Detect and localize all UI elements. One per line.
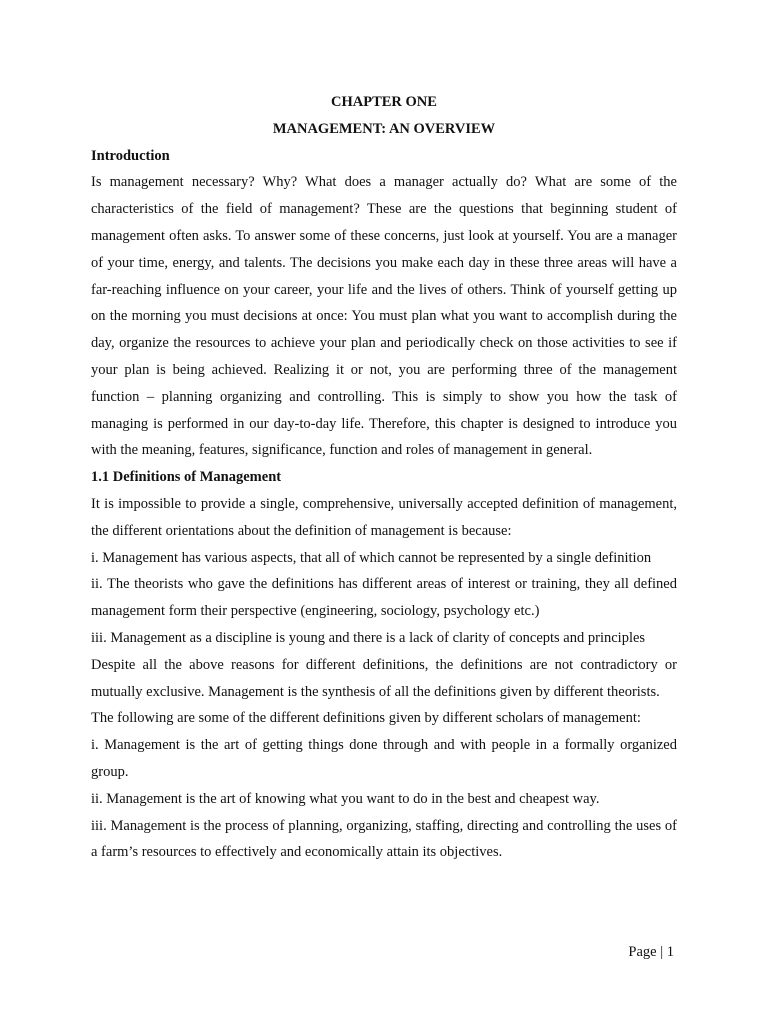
section-paragraph: It is impossible to provide a single, comprehensive, universally accepted definition of management, the different orientations about the definition of management is because: — [91, 495, 677, 539]
chapter-title: MANAGEMENT: AN OVERVIEW — [272, 120, 496, 137]
reason-item: ii. The theorists who gave the definitions has different areas of interest or training, they all defined management form their perspective (engineering, sociology, psychology etc.) — [91, 576, 677, 620]
chapter-label: CHAPTER ONE — [331, 94, 437, 110]
intro-paragraph: Is management necessary? Why? What does a manager actually do? What are some of the characteristics of the field of management? These are the questions that beginning student of management often asks. To answer some of these concerns, just look at yourself. You are a manager of your time, energy, and talents. The decisions you make each day in these three areas will have a far-reaching influence on your career, your life and the lives of others. Think of yourself getting up on the morning you must decisions at once: You must plan what you want to accomplish during the day, organize the resources to achieve your plan and periodically check on those activities to see if your plan is being achieved. Realizing it or not, you are performing three of the management function – planning organizing and controlling. This is simply to show you how the task of managing is performed in our day-to-day life. Therefore, this chapter is designed to introduce you with the meaning, features, significance, function and roles of management in general. — [91, 174, 677, 459]
page-number: Page | 1 — [628, 944, 674, 960]
reason-item: i. Management has various aspects, that all of which cannot be represented by a single definition — [91, 549, 652, 566]
following-line: The following are some of the different definitions given by different scholars of management: — [91, 710, 641, 727]
page-content — [91, 89, 677, 866]
despite-paragraph: Despite all the above reasons for different definitions, the definitions are not contradictory or mutually exclusive. Management is the synthesis of all the definitions given by different theorists. — [91, 656, 677, 700]
intro-heading: Introduction — [91, 147, 170, 164]
definition-item: iii. Management is the process of planning, organizing, staffing, directing and controlling the uses of a farm’s resources to effectively and economically attain its objectives. — [91, 817, 677, 861]
definition-item: i. Management is the art of getting things done through and with people in a formally organized group. — [91, 737, 677, 780]
section-heading: 1.1 Definitions of Management — [91, 469, 282, 486]
definition-item: ii. Management is the art of knowing what you want to do in the best and cheapest way. — [91, 790, 600, 807]
reason-item: iii. Management as a discipline is young and there is a lack of clarity of concepts and principles — [91, 629, 646, 646]
